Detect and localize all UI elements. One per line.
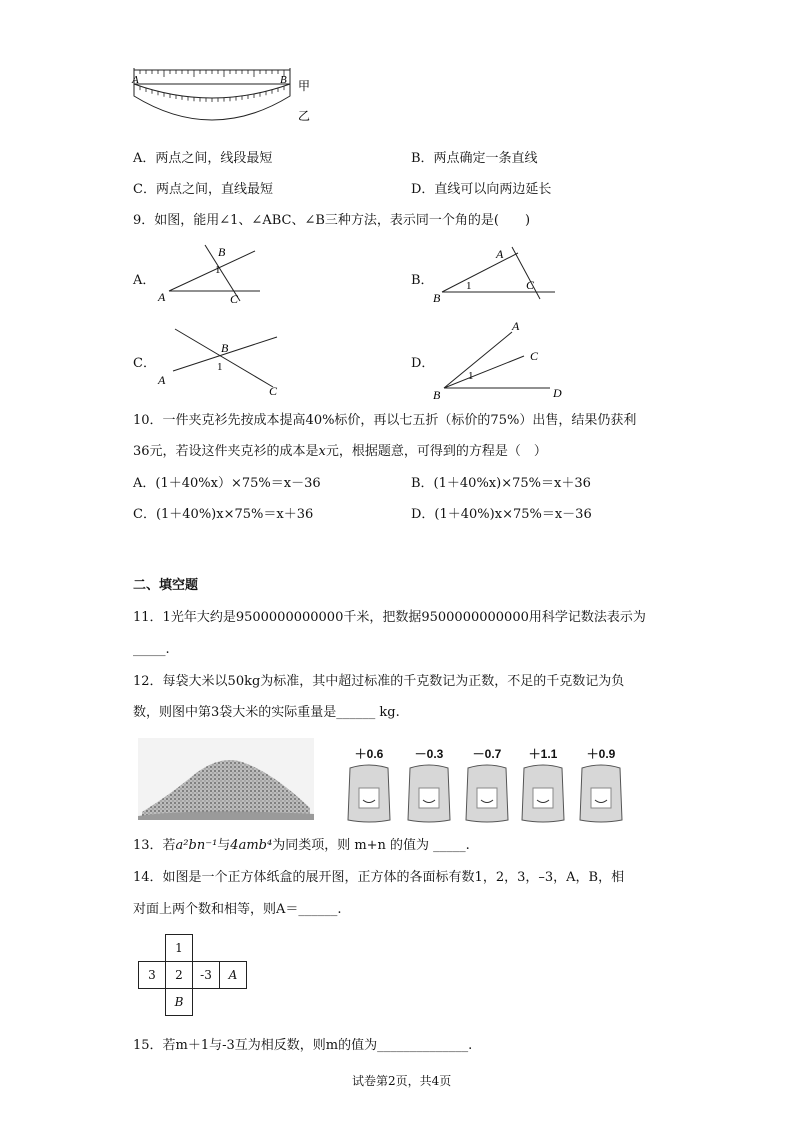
q9-figure-b bbox=[430, 243, 560, 305]
q9-figure-c bbox=[155, 325, 285, 397]
q9-label-b: B． bbox=[411, 273, 434, 288]
q9b-a: A bbox=[496, 247, 504, 261]
q14-line1: 14．如图是一个正方体纸盒的展开图，正方体的各面标有数1，2，3，–3，A，B，相 bbox=[133, 870, 625, 885]
bag-icon bbox=[518, 762, 568, 824]
q10-stem-line1: 10．一件夹克衫先按成本提高40%标价，再以七五折（标价的75%）出售，结果仍获利 bbox=[133, 413, 637, 428]
bag-icon bbox=[462, 762, 512, 824]
cube-cell-left: 3 bbox=[139, 962, 166, 989]
q9b-c: C bbox=[526, 278, 535, 292]
q9-figure-d bbox=[430, 318, 570, 402]
q9b-b: B bbox=[433, 291, 441, 305]
bag-label-1: ＋0.6 bbox=[354, 747, 384, 761]
q11-line2: _____. bbox=[133, 642, 170, 657]
rice-bag-5 bbox=[576, 746, 626, 828]
q9a-c: C bbox=[230, 292, 239, 305]
q10-option-a: A．(1＋40%x）×75%＝x－36 bbox=[133, 476, 321, 491]
q14-line2: 对面上两个数和相等，则A＝______. bbox=[133, 902, 342, 917]
q9d-c: C bbox=[530, 349, 539, 363]
q9d-b: B bbox=[433, 388, 441, 402]
ruler-label-yi: 乙 bbox=[298, 109, 311, 123]
rice-bag-2 bbox=[404, 746, 454, 828]
q12-line2: 数，则图中第3袋大米的实际重量是______ kg. bbox=[133, 705, 400, 720]
bag-icon bbox=[404, 762, 454, 824]
cube-cell-right1: -3 bbox=[193, 962, 220, 989]
q8-option-a: A．两点之间，线段最短 bbox=[133, 151, 273, 166]
q9b-1: 1 bbox=[466, 280, 472, 292]
q9d-d: D bbox=[553, 386, 562, 400]
q8-option-c: C．两点之间，直线最短 bbox=[133, 182, 273, 197]
bag-label-4: ＋1.1 bbox=[528, 747, 558, 761]
q11-line1: 11．1光年大约是9500000000000千米，把数据9500000000000用科学记数法表示为 bbox=[133, 610, 646, 625]
q15: 15．若m＋1与-3互为相反数，则m的值为______________. bbox=[133, 1038, 473, 1053]
cube-cell-center: 2 bbox=[166, 962, 193, 989]
q10-stem-line2: 36元，若设这件夹克衫的成本是x元，根据题意，可得到的方程是（ ） bbox=[133, 444, 547, 459]
page-footer: 试卷第2页，共4页 bbox=[352, 1074, 452, 1088]
q9c-1: 1 bbox=[217, 361, 223, 373]
q8-option-d: D．直线可以向两边延长 bbox=[411, 182, 552, 197]
q8-option-b: B．两点确定一条直线 bbox=[411, 151, 538, 166]
rice-bag-1 bbox=[344, 746, 394, 828]
cube-cell-right2: A bbox=[220, 962, 247, 989]
cube-net bbox=[138, 934, 247, 1016]
q9-label-c: C． bbox=[133, 356, 156, 371]
q9d-a: A bbox=[512, 319, 520, 333]
rice-bag-3 bbox=[462, 746, 512, 828]
q10-option-d: D．(1＋40%)x×75%＝x－36 bbox=[411, 507, 592, 522]
rice-pile-image bbox=[138, 738, 314, 820]
q9c-b: B bbox=[221, 341, 229, 355]
q9-stem: 9．如图，能用∠1、∠ABC、∠B三种方法，表示同一个角的是( ) bbox=[133, 213, 531, 228]
bag-label-5: ＋0.9 bbox=[586, 747, 616, 761]
bag-icon bbox=[576, 762, 626, 824]
q9-figure-a bbox=[155, 243, 265, 305]
q9c-c: C bbox=[269, 384, 278, 397]
cube-cell-top: 1 bbox=[166, 935, 193, 962]
bag-icon bbox=[344, 762, 394, 824]
rice-bag-4 bbox=[518, 746, 568, 828]
q12-line1: 12．每袋大米以50kg为标准，其中超过标准的千克数记为正数，不足的千克数记为负 bbox=[133, 674, 625, 689]
q9a-1: 1 bbox=[215, 264, 221, 276]
q9a-b: B bbox=[218, 245, 226, 259]
q9c-a: A bbox=[158, 373, 166, 387]
cube-cell-bottom: B bbox=[166, 989, 193, 1016]
q13: 13．若a²bn⁻¹与4amb⁴为同类项，则 m+n 的值为 _____. bbox=[133, 838, 470, 853]
q10-option-c: C．(1＋40%)x×75%＝x＋36 bbox=[133, 507, 314, 522]
q9d-1: 1 bbox=[468, 370, 474, 382]
q9-label-d: D． bbox=[411, 356, 435, 371]
bag-label-3: －0.7 bbox=[472, 747, 502, 761]
bag-label-2: －0.3 bbox=[414, 747, 444, 761]
ruler-label-jia: 甲 bbox=[298, 79, 311, 93]
section-title: 二、填空题 bbox=[133, 578, 199, 593]
q9a-a: A bbox=[158, 290, 166, 304]
q10-option-b: B．(1＋40%x)×75%＝x＋36 bbox=[411, 476, 591, 491]
ruler-figure bbox=[130, 62, 320, 130]
q9-label-a: A． bbox=[133, 273, 156, 288]
ruler-label-b: B bbox=[280, 74, 287, 86]
ruler-label-a: A bbox=[132, 74, 139, 86]
